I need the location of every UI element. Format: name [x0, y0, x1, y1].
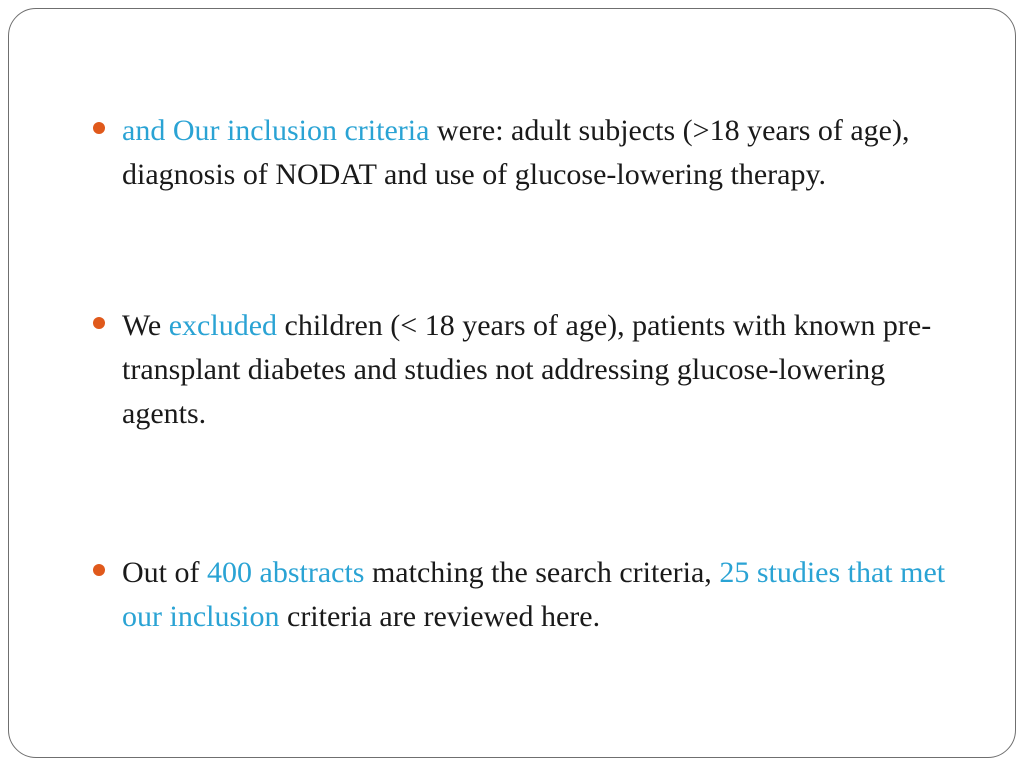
- text-segment: We: [122, 309, 169, 342]
- slide: [8, 8, 1016, 758]
- text-segment: children (< 18 years of age), patients with known pre-transplant diabetes and studies not addressing glucose-lowering agents.: [122, 309, 932, 430]
- text-segment: criteria are reviewed here.: [279, 600, 601, 633]
- bullet-text: [122, 109, 962, 197]
- text-segment: matching the search criteria,: [364, 556, 720, 589]
- bullet-text: [122, 551, 962, 639]
- bullet-dot-icon: [93, 317, 105, 329]
- bullet-text: [122, 304, 962, 436]
- highlight-abstract-count: 400 abstracts: [207, 556, 365, 589]
- highlight-excluded: excluded: [168, 309, 278, 342]
- text-segment: Out of: [122, 556, 207, 589]
- highlight-inclusion-criteria: and Our inclusion criteria: [122, 114, 430, 147]
- bullet-dot-icon: [93, 122, 105, 134]
- highlight-study-count: 25 studies that met our inclusion: [122, 556, 946, 633]
- text-segment: were: adult subjects (>18 years of age), diagnosis of NODAT and use of glucose-lowering therapy.: [122, 114, 910, 191]
- bullet-dot-icon: [93, 564, 105, 576]
